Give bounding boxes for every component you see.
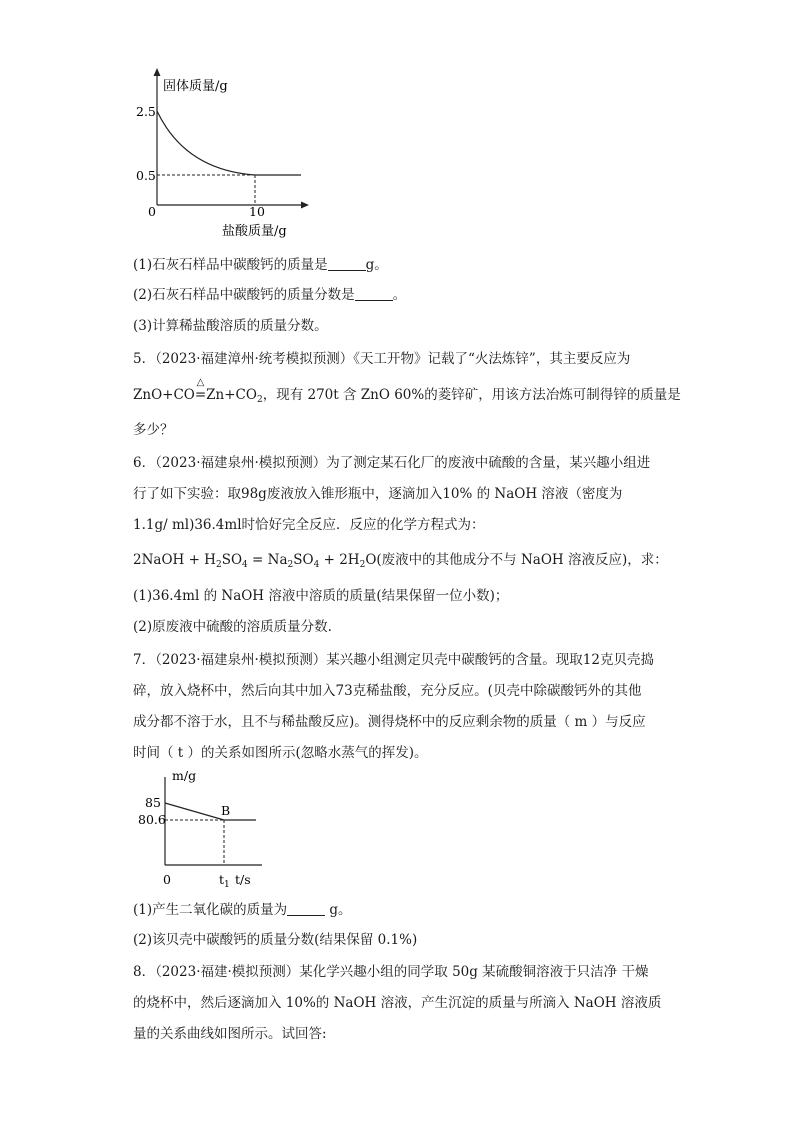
y-tick-80-6: 80.6: [138, 812, 166, 827]
y-tick-0-5: 0.5: [136, 168, 156, 183]
q8-line3: 量的关系曲线如图所示。试回答:: [133, 1026, 327, 1042]
y-axis-arrow: [154, 68, 161, 76]
x-tick-t1: $t_1$: [219, 872, 230, 890]
q5-line3: 多少？: [133, 422, 174, 438]
q7-line1: 7．（2023·福建泉州·模拟预测）某兴趣小组测定贝壳中碳酸钙的含量。现取12克贝壳捣: [133, 652, 654, 668]
heat-arrow: △ =: [194, 377, 207, 403]
q7-part1: (1)产生二氧化碳的质量为 g。: [133, 902, 352, 918]
q6-part2: (2)原废液中硫酸的溶质质量分数.: [133, 619, 332, 635]
answer-blank[interactable]: [328, 257, 366, 271]
q4-part1: (1)石灰石样品中碳酸钙的质量是 g。: [133, 257, 388, 273]
q5-line2: ZnO+CO △ $=Zn+CO_2$，现有 270t 含 ZnO 60%的菱锌矿，用该方法冶炼可制得锌的质量是: [133, 377, 681, 405]
q5-line1: 5．（2023·福建漳州·统考模拟预测）《天工开物》记载了“火法炼锌”，其主要反应为: [133, 351, 631, 367]
q7-line2: 碎，放入烧杯中，然后向其中加入73克稀盐酸，充分反应。(贝壳中除碳酸钙外的其他: [133, 683, 642, 699]
x-axis-arrow: [301, 202, 309, 209]
answer-blank[interactable]: [287, 902, 325, 916]
answer-blank[interactable]: [355, 287, 393, 301]
q8-line1: 8．（2023·福建·模拟预测）某化学兴趣小组的同学取 50g 某硫酸铜溶液于只洁净 干燥: [133, 964, 649, 980]
chart-mass-vs-time: [0, 765, 794, 905]
q6-equation: 2NaOH + $H_2SO_4 = Na_2SO_4 + 2H_2O$(废液中的其他成分不与 NaOH 溶液反应)，求：: [133, 552, 668, 570]
q6-line3: 1.1g/ ml)36.4ml时恰好完全反应．反应的化学方程式为：: [133, 517, 485, 533]
decline-line: [165, 803, 224, 820]
q8-line2: 的烧杯中，然后逐滴加入 10%的 NaOH 溶液，产生沉淀的质量与所滴入 NaOH 溶液质: [133, 995, 662, 1011]
x-axis-label: t/s: [235, 872, 251, 887]
point-b-label: B: [221, 803, 231, 818]
q6-line2: 行了如下实验：取98g废液放入锥形瓶中，逐滴加入10% 的 NaOH 溶液（密度为: [133, 486, 623, 502]
y-axis-label: m/g: [172, 768, 197, 783]
q7-part2: (2)该贝壳中碳酸钙的质量分数(结果保留 0.1%): [133, 932, 418, 948]
x-tick-10: 10: [249, 204, 265, 219]
origin-label: 0: [163, 872, 171, 887]
y-axis-label: 固体质量/g: [163, 79, 228, 94]
q7-line3: 成分都不溶于水，且不与稀盐酸反应)。测得烧杯中的反应剩余物的质量（ m ）与反应: [133, 714, 646, 730]
q6-part1: (1)36.4ml 的 NaOH 溶液中溶质的质量(结果保留一位小数)；: [133, 588, 509, 604]
y-tick-2-5: 2.5: [136, 104, 156, 119]
curve-decay: [157, 111, 255, 175]
q6-line1: 6．（2023·福建泉州·模拟预测）为了测定某石化厂的废液中硫酸的含量，某兴趣小组进: [133, 455, 651, 471]
q7-line4: 时间（ t ）的关系如图所示(忽略水蒸气的挥发)。: [133, 745, 428, 761]
chart-solid-mass-vs-hcl: [0, 0, 794, 240]
x-axis-label: 盐酸质量/g: [222, 224, 287, 239]
q4-part3: (3)计算稀盐酸溶质的质量分数。: [133, 318, 328, 334]
origin-label: 0: [148, 204, 156, 219]
q4-part2: (2)石灰石样品中碳酸钙的质量分数是 。: [133, 287, 407, 303]
y-tick-85: 85: [145, 795, 161, 810]
